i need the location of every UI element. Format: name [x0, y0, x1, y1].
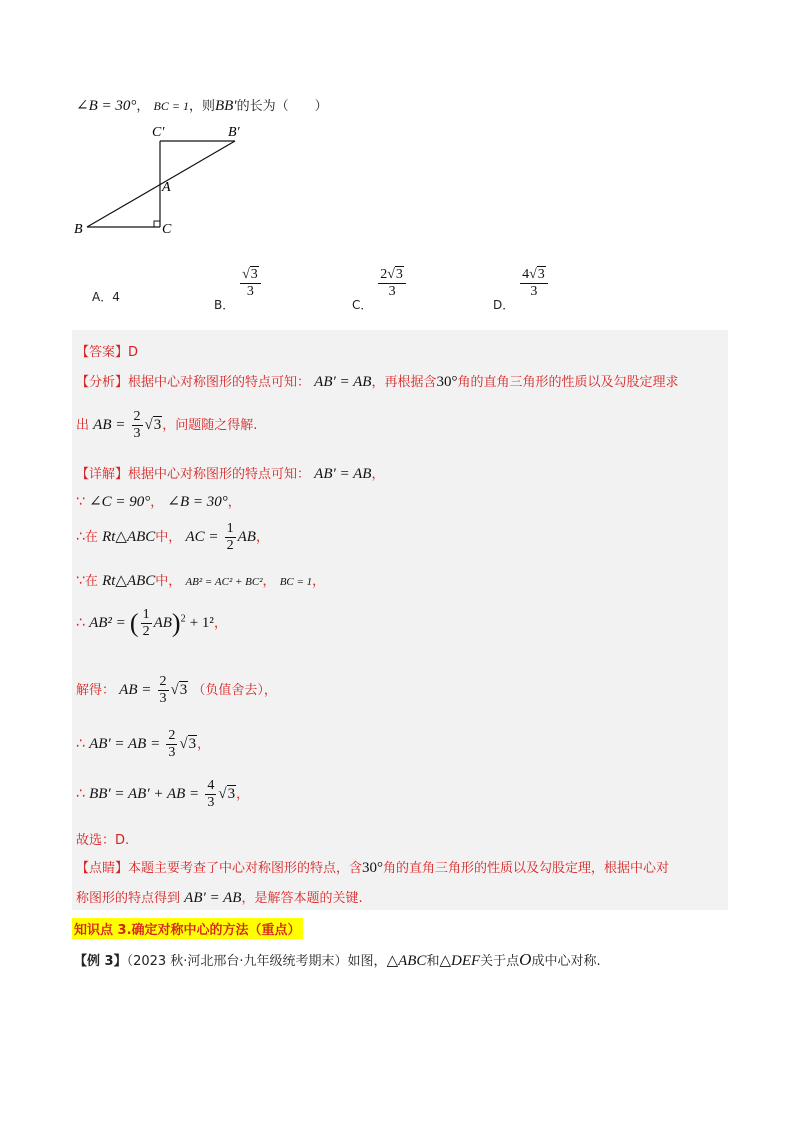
bb-prime: BB′ — [214, 98, 237, 114]
option-d-fraction: $\frac{4√3}{3}$ — [520, 268, 548, 299]
comment-line-1: 【点睛】本题主要考查了中心对称图形的特点，含30°角的直角三角形的性质以及勾股定理，根据中心对 — [76, 860, 670, 876]
option-a: A．4 — [92, 290, 120, 304]
example-line: 【例 3】（2023 秋·河北邢台·九年级统考期末）如图，△ABC和△DEF关于点O成中心对称. — [74, 950, 601, 969]
label-b: B — [74, 222, 83, 237]
analysis-line-1: 【分析】根据中心对称图形的特点可知： AB′ = AB，再根据含30°角的直角三角形的性质以及勾股定理求 — [76, 374, 679, 390]
comment-line-2: 称图形的特点得到 AB′ = AB，是解答本题的关键. — [76, 890, 363, 906]
option-b-fraction: $\frac{√3}{3}$ — [240, 268, 261, 299]
section-heading: 知识点 3.确定对称中心的方法（重点） — [72, 918, 303, 939]
answer-label: 【答案】D — [76, 345, 139, 360]
option-b: B． $\frac{√3}{3}$ — [214, 268, 263, 299]
option-d: D． $\frac{4√3}{3}$ — [493, 268, 550, 299]
detail-line-6: 解得： AB = $\frac{2}{3}$ √3 （负值舍去）， — [76, 674, 277, 706]
option-c: C． $\frac{2√3}{3}$ — [352, 268, 408, 299]
right-angle-mark — [154, 221, 160, 227]
detail-line-2: ∵ ∠C = 90°， ∠B = 30°， — [76, 494, 241, 510]
label-c: C — [162, 222, 172, 237]
choice-line: 故选：D. — [76, 833, 130, 848]
analysis-line-2: 出 AB = $\frac{2}{3}$ √3，问题随之得解. — [76, 409, 258, 441]
detail-line-1: 【详解】根据中心对称图形的特点可知： AB′ = AB， — [76, 466, 385, 482]
detail-line-3: ∴在 Rt△ABC中， AC = $\frac{1}{2}$ AB， — [76, 521, 269, 553]
angle-b-given: ∠B = 30° — [76, 98, 137, 114]
detail-line-8: ∴ BB′ = AB′ + AB = $\frac{4}{3}$ √3， — [76, 778, 250, 810]
option-c-fraction: $\frac{2√3}{3}$ — [378, 268, 406, 299]
question-line: ∠B = 30°， BC = 1，则BB′的长为（ ） — [76, 98, 328, 114]
bc-given: BC = 1 — [153, 99, 189, 113]
label-c-prime: C′ — [152, 125, 165, 140]
detail-line-5: ∴ AB² = ( $\frac{1}{2}$ AB)$^2$ + 1²， — [76, 607, 227, 639]
detail-line-7: ∴ AB′ = AB = $\frac{2}{3}$ √3， — [76, 728, 211, 760]
geometry-figure — [70, 120, 270, 245]
label-b-prime: B′ — [228, 125, 240, 140]
detail-line-4: ∵在 Rt△ABC中， AB² = AC² + BC²， BC = 1， — [76, 573, 326, 589]
segment-bb-prime — [87, 141, 235, 227]
label-a: A — [162, 180, 171, 195]
